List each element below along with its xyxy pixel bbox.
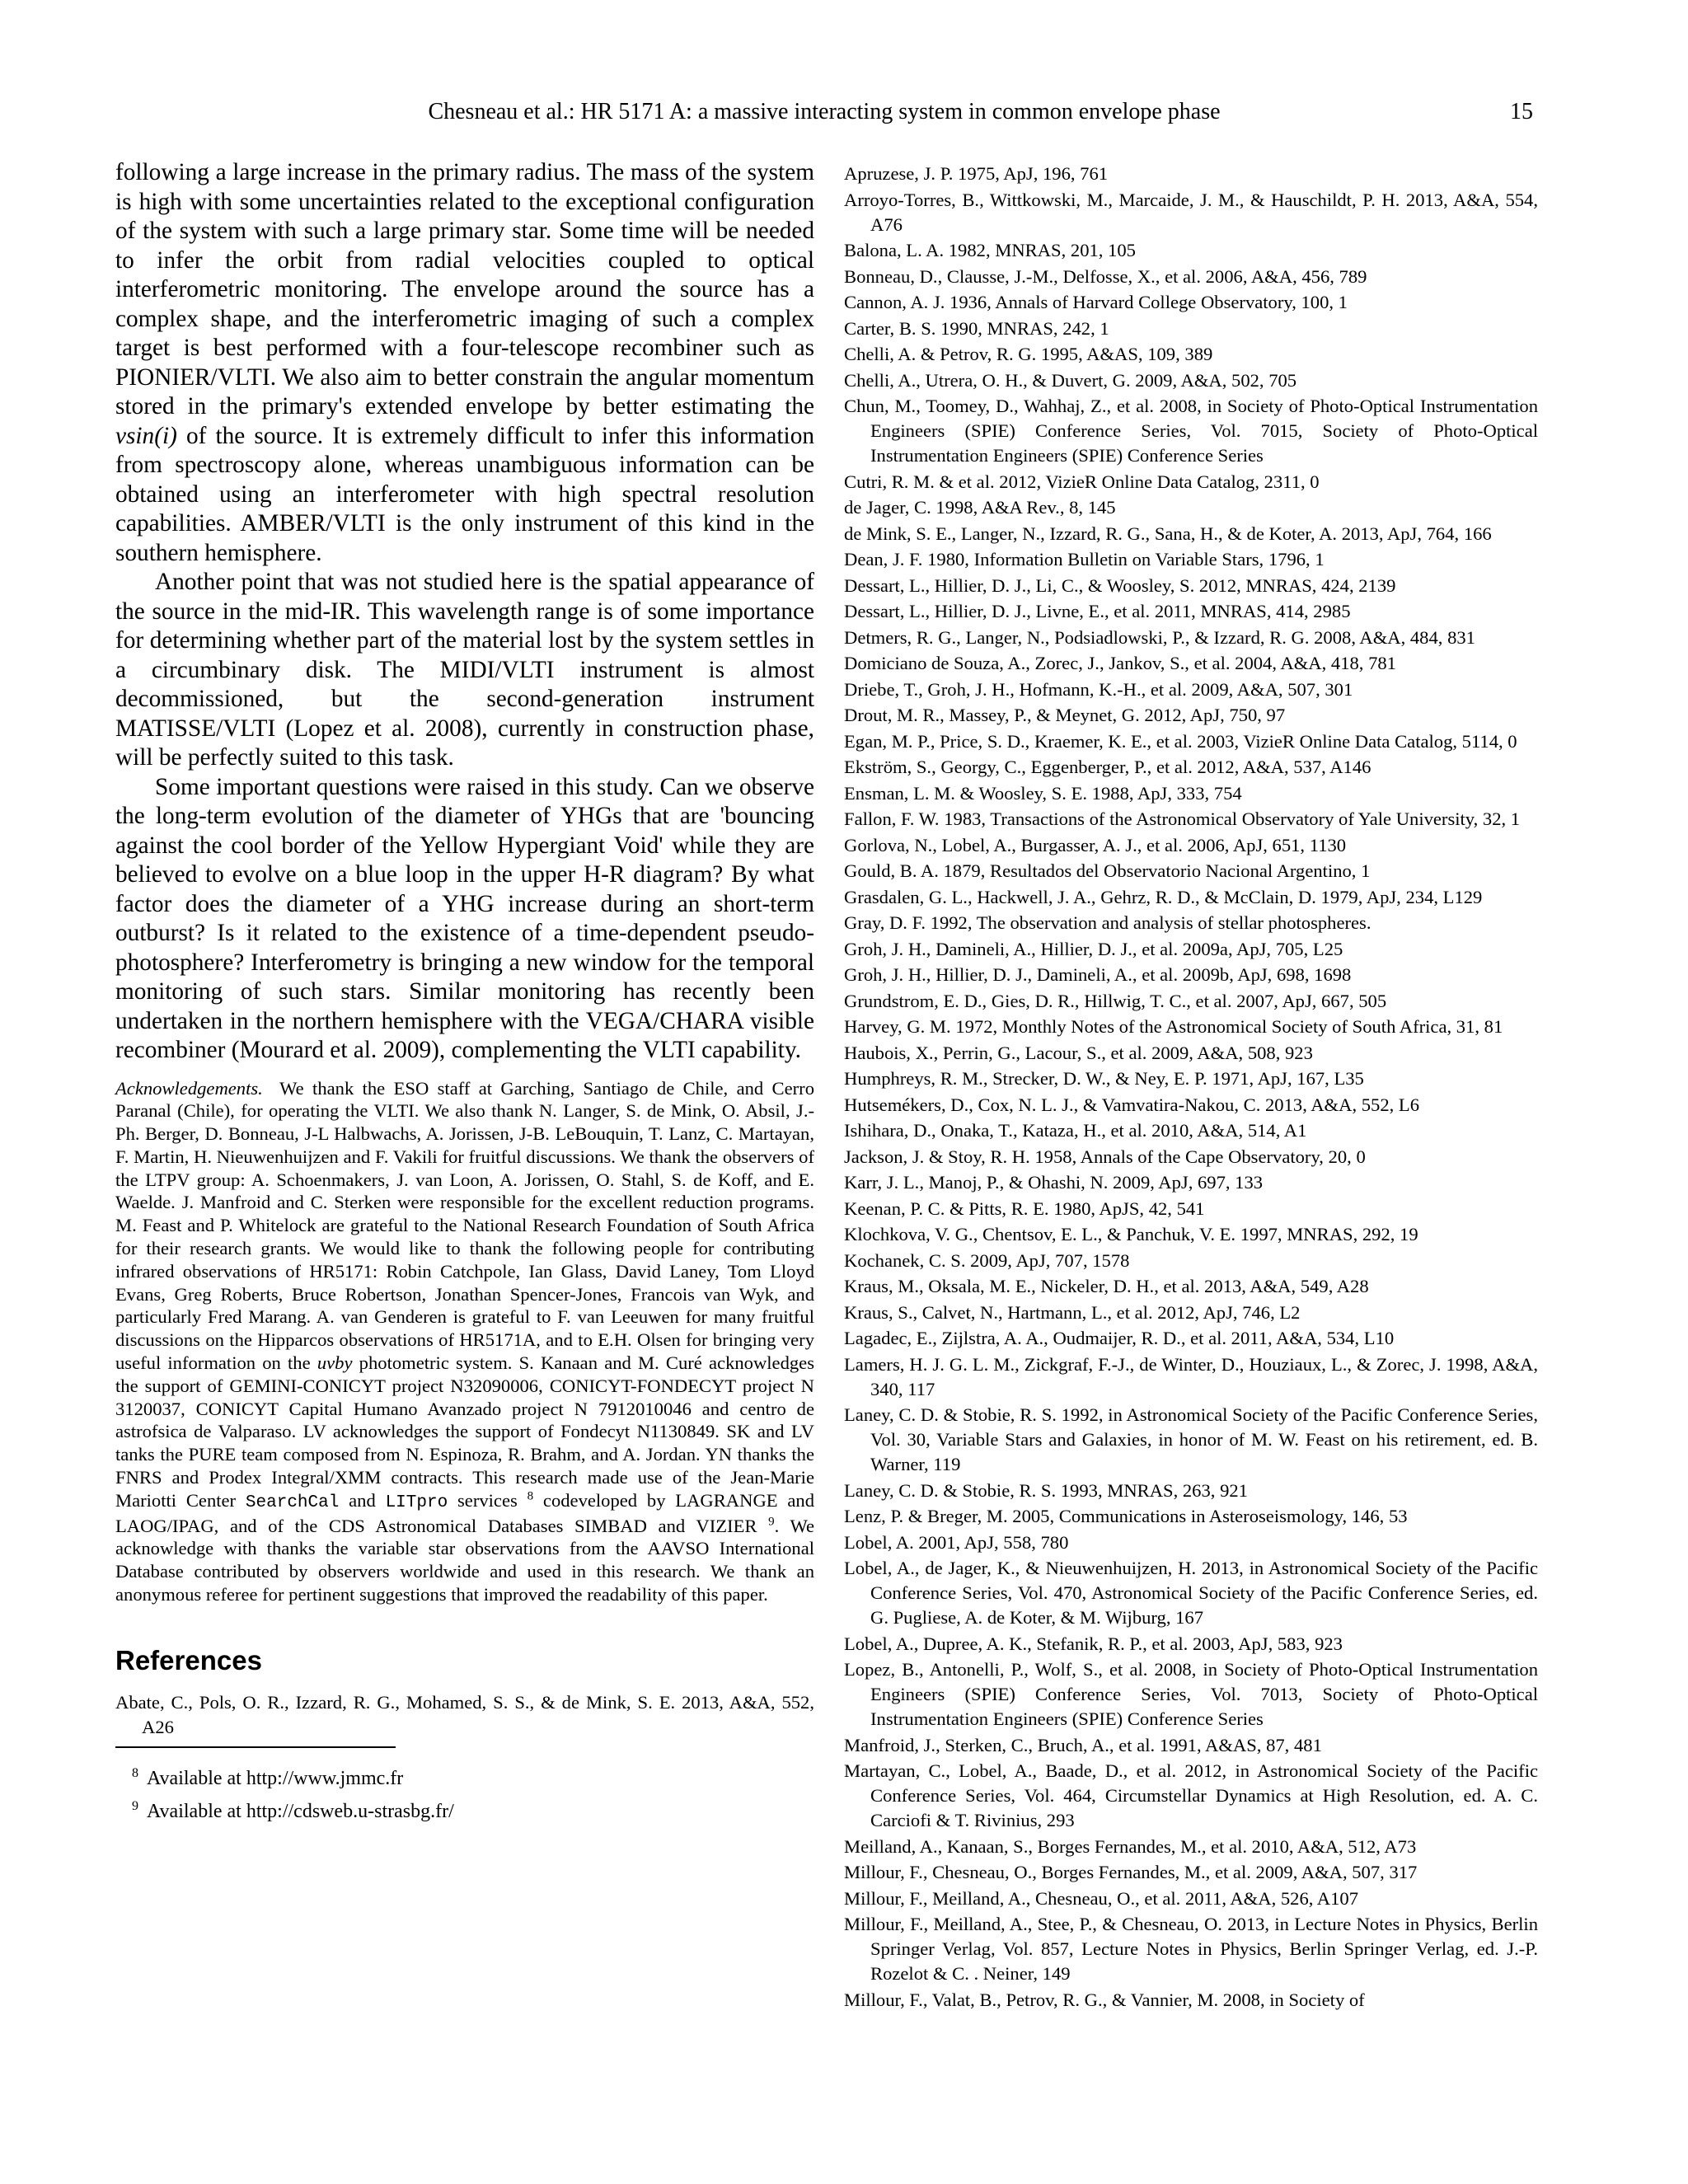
acknowledgements bbox=[115, 1077, 814, 1606]
reference-item: Bonneau, D., Clausse, J.-M., Delfosse, X., et al. 2006, A&A, 456, 789 bbox=[844, 265, 1367, 287]
footnote-9-mark[interactable]: 9 bbox=[768, 1515, 775, 1529]
reference-item: Egan, M. P., Price, S. D., Kraemer, K. E., et al. 2003, VizieR Online Data Catalog, 5114, 0 bbox=[844, 730, 1517, 752]
footnote-mark: 9 bbox=[132, 1798, 138, 1813]
reference-item: Gould, B. A. 1879, Resultados del Observatorio Nacional Argentino, 1 bbox=[844, 860, 1371, 881]
reference-item: Driebe, T., Groh, J. H., Hofmann, K.-H., et al. 2009, A&A, 507, 301 bbox=[844, 678, 1353, 700]
vsini-term: vsin(i) bbox=[115, 422, 177, 449]
body-paragraph-1 bbox=[115, 158, 814, 568]
reference-item: Cutri, R. M. & et al. 2012, VizieR Online Data Catalog, 2311, 0 bbox=[844, 471, 1320, 492]
reference-item: Manfroid, J., Sterken, C., Bruch, A., et al. 1991, A&AS, 87, 481 bbox=[844, 1734, 1322, 1755]
footnote-rule bbox=[115, 1746, 396, 1748]
reference-item: Harvey, G. M. 1972, Monthly Notes of the Astronomical Society of South Africa, 31, 81 bbox=[844, 1016, 1503, 1037]
reference-item: Balona, L. A. 1982, MNRAS, 201, 105 bbox=[844, 240, 1136, 260]
uvby-term: uvby bbox=[316, 1352, 353, 1374]
footnote-text[interactable]: Available at http://www.jmmc.fr bbox=[147, 1767, 404, 1789]
reference-item: Ishihara, D., Onaka, T., Kataza, H., et al. 2010, A&A, 514, A1 bbox=[844, 1120, 1307, 1141]
reference-item: Gorlova, N., Lobel, A., Burgasser, A. J., et al. 2006, ApJ, 651, 1130 bbox=[844, 834, 1347, 855]
left-column bbox=[115, 158, 814, 1825]
litpro-name: LITpro bbox=[385, 1493, 448, 1512]
acknowledgements-heading: Acknowledgements. bbox=[115, 1077, 263, 1099]
reference-item: Carter, B. S. 1990, MNRAS, 242, 1 bbox=[844, 317, 1109, 339]
footnote-1 bbox=[115, 1760, 814, 1793]
reference-item: Grundstrom, E. D., Gies, D. R., Hillwig, T. C., et al. 2007, ApJ, 667, 505 bbox=[844, 990, 1387, 1011]
reference-item: de Mink, S. E., Langer, N., Izzard, R. G., Sana, H., & de Koter, A. 2013, ApJ, 764, 166 bbox=[844, 523, 1492, 544]
paragraph-1-text: following a large increase in the primary radius. The mass of the system is high with some uncertainties related to the exceptional configuration of the system with such a large primary star. Some time will be needed to infer the orbit from radial velocities coupled to optical interferometric monitoring. The envelope around the source has a complex shape, and the interferometric imaging of such a complex target is best performed with a four-telescope recombiner such as PIONIER/VLTI. We also aim to better constrain the angular momentum stored in the primary's extended envelope by better estimating the bbox=[115, 159, 814, 419]
reference-item: Lobel, A. 2001, ApJ, 558, 780 bbox=[844, 1531, 1069, 1553]
body-paragraph-2: Another point that was not studied here is the spatial appearance of the source in the mid-IR. This wavelength range is of some importance for determining whether part of the material lost by the system settles in a circumbinary disk. The MIDI/VLTI instrument is almost decommissioned, but the second-generation instrument MATISSE/VLTI (Lopez et al. 2008), currently in construction phase, will be perfectly suited to this task. bbox=[115, 569, 814, 771]
reference-item: Dean, J. F. 1980, Information Bulletin on Variable Stars, 1796, 1 bbox=[844, 549, 1325, 569]
reference-item: Fallon, F. W. 1983, Transactions of the Astronomical Observatory of Yale University, 32, 1 bbox=[844, 808, 1521, 829]
footnote-mark: 8 bbox=[132, 1765, 138, 1780]
reference-item: Cannon, A. J. 1936, Annals of Harvard College Observatory, 100, 1 bbox=[844, 292, 1348, 312]
reference-item: Laney, C. D. & Stobie, R. S. 1992, in Astronomical Society of the Pacific Conference Series, Vol. 30, Variable Stars and Galaxies, in honor of M. W. Feast on his retirement, ed. B. Warner, 119 bbox=[844, 1404, 1538, 1474]
reference-item: Meilland, A., Kanaan, S., Borges Fernandes, M., et al. 2010, A&A, 512, A73 bbox=[844, 1835, 1417, 1857]
references-heading: References bbox=[115, 1644, 262, 1675]
reference-item: Millour, F., Meilland, A., Chesneau, O., et al. 2011, A&A, 526, A107 bbox=[844, 1887, 1359, 1909]
reference-item: Klochkova, V. G., Chentsov, E. L., & Panchuk, V. E. 1997, MNRAS, 292, 19 bbox=[844, 1224, 1418, 1244]
reference-item: Drout, M. R., Massey, P., & Meynet, G. 2012, ApJ, 750, 97 bbox=[844, 705, 1286, 725]
reference-item: Humphreys, R. M., Strecker, D. W., & Ney, E. P. 1971, ApJ, 167, L35 bbox=[844, 1068, 1364, 1089]
reference-item: Lopez, B., Antonelli, P., Wolf, S., et al. 2008, in Society of Photo-Optical Instrumentation Engineers (SPIE) Conference Series, Vol. 7013, Society of Photo-Optical Instrumentation Engineers (SPIE) Conference Series bbox=[844, 1659, 1538, 1729]
reference-item: Domiciano de Souza, A., Zorec, J., Jankov, S., et al. 2004, A&A, 418, 781 bbox=[844, 653, 1396, 673]
reference-item: Laney, C. D. & Stobie, R. S. 1993, MNRAS, 263, 921 bbox=[844, 1479, 1248, 1501]
reference-item: Lenz, P. & Breger, M. 2005, Communications in Asteroseismology, 146, 53 bbox=[844, 1506, 1408, 1526]
reference-item: Kraus, M., Oksala, M. E., Nickeler, D. H., et al. 2013, A&A, 549, A28 bbox=[844, 1276, 1369, 1296]
reference-item: Kraus, S., Calvet, N., Hartmann, L., et al. 2012, ApJ, 746, L2 bbox=[844, 1301, 1301, 1323]
reference-item: Keenan, P. C. & Pitts, R. E. 1980, ApJS, 42, 541 bbox=[844, 1197, 1205, 1219]
reference-item: Ensman, L. M. & Woosley, S. E. 1988, ApJ, 333, 754 bbox=[844, 782, 1242, 804]
references-list-right bbox=[844, 162, 1538, 2013]
reference-item: Martayan, C., Lobel, A., Baade, D., et al. 2012, in Astronomical Society of the Pacific Conference Series, Vol. 464, Circumstellar Dynamics at High Resolution, ed. A. C. Carciofi & T. Rivinius, 293 bbox=[844, 1760, 1538, 1830]
acknowledgements-text-4: . We acknowledge with thanks the variable star observations from the AAVSO International Database contributed by observers worldwide and used in this research. We thank an anonymous referee for pertinent suggestions that improved the readability of this paper. bbox=[115, 1515, 814, 1605]
reference-item: Kochanek, C. S. 2009, ApJ, 707, 1578 bbox=[844, 1249, 1130, 1271]
reference-item: Abate, C., Pols, O. R., Izzard, R. G., Mohamed, S. S., & de Mink, S. E. 2013, A&A, 552, A26 bbox=[115, 1691, 814, 1737]
reference-item: Dessart, L., Hillier, D. J., Li, C., & Woosley, S. 2012, MNRAS, 424, 2139 bbox=[844, 574, 1396, 596]
reference-item: Lobel, A., Dupree, A. K., Stefanik, R. P., et al. 2003, ApJ, 583, 923 bbox=[844, 1633, 1343, 1654]
reference-item: Chelli, A., Utrera, O. H., & Duvert, G. 2009, A&A, 502, 705 bbox=[844, 369, 1297, 391]
reference-item: Hutsemékers, D., Cox, N. L. J., & Vamvatira-Nakou, C. 2013, A&A, 552, L6 bbox=[844, 1094, 1420, 1115]
reference-item: Karr, J. L., Manoj, P., & Ohashi, N. 2009, ApJ, 697, 133 bbox=[844, 1172, 1264, 1193]
reference-item: Millour, F., Chesneau, O., Borges Fernandes, M., et al. 2009, A&A, 507, 317 bbox=[844, 1862, 1418, 1882]
reference-item: Groh, J. H., Damineli, A., Hillier, D. J., et al. 2009a, ApJ, 705, L25 bbox=[844, 938, 1343, 959]
acknowledgements-and: and bbox=[349, 1489, 376, 1511]
references-list-left bbox=[115, 1690, 814, 1740]
body-paragraph-3: Some important questions were raised in this study. Can we observe the long-term evolution of the diameter of YHGs that are 'bouncing against the cool border of the Yellow Hypergiant Void' while they are believed to evolve on a blue loop in the upper H-R diagram? By what factor does the diameter of a YHG increase during an short-term outburst? Is it related to the existence of a time-dependent pseudo-photosphere? Interferometry is bringing a new window for the temporal monitoring of such stars. Similar monitoring has recently been undertaken in the northern hemisphere with the VEGA/CHARA visible recombiner (Mourard et al. 2009), complementing the VLTI capability. bbox=[115, 773, 814, 1063]
reference-item: Arroyo-Torres, B., Wittkowski, M., Marcaide, J. M., & Hauschildt, P. H. 2013, A&A, 554, A76 bbox=[844, 189, 1538, 235]
reference-item: Groh, J. H., Hillier, D. J., Damineli, A., et al. 2009b, ApJ, 698, 1698 bbox=[844, 964, 1352, 985]
reference-item: Detmers, R. G., Langer, N., Podsiadlowski, P., & Izzard, R. G. 2008, A&A, 484, 831 bbox=[844, 626, 1475, 648]
running-title: Chesneau et al.: HR 5171 A: a massive interacting system in common envelope phase bbox=[428, 99, 1221, 124]
paragraph-1-tail: of the source. It is extremely difficult to infer this information from spectroscopy alone, whereas unambiguous information can be obtained using an interferometer with high spectral resolution capabilities. AMBER/VLTI is the only instrument of this kind in the southern hemisphere. bbox=[115, 422, 814, 566]
acknowledgements-text-3: codeveloped by LAGRANGE and LAOG/IPAG, and of the CDS Astronomical Databases SIMBAD and VIZIER bbox=[115, 1489, 814, 1536]
reference-item: Dessart, L., Hillier, D. J., Livne, E., et al. 2011, MNRAS, 414, 2985 bbox=[844, 601, 1351, 621]
acknowledgements-text-1: We thank the ESO staff at Garching, Santiago de Chile, and Cerro Paranal (Chile), for operating the VLTI. We also thank N. Langer, S. de Mink, O. Absil, J.-Ph. Berger, D. Bonneau, J-L Halbwachs, A. Jorissen, J-B. LeBouquin, T. Lanz, C. Martayan, F. Martin, H. Nieuwenhuijzen and F. Vakili for fruitful discussions. We thank the observers of the LTPV group: A. Schoenmakers, J. van Loon, A. Jorissen, O. Stahl, S. de Koff, and E. Waelde. J. Manfroid and C. Sterken were responsible for the excellent reduction programs. M. Feast and P. Whitelock are grateful to the National Research Foundation of South Africa for their research grants. We would like to thank the following people for contributing infrared observations of HR5171: Robin Catchpole, Ian Glass, David Laney, Tom Lloyd Evans, Greg Roberts, Bruce Robertson, Jonathan Spencer-Jones, Francois van Wyk, and particularly Fred Marang. A. van Genderen is grateful to F. van Leeuwen for many fruitful discussions on the Hipparcos observations of HR5171A, and to E.H. Olsen for bringing very useful information on the bbox=[115, 1077, 815, 1374]
right-column bbox=[844, 162, 1538, 2013]
reference-item: Grasdalen, G. L., Hackwell, J. A., Gehrz, R. D., & McClain, D. 1979, ApJ, 234, L129 bbox=[844, 886, 1483, 907]
reference-item: Lobel, A., de Jager, K., & Nieuwenhuijzen, H. 2013, in Astronomical Society of the Pacific Conference Series, Vol. 470, Astronomical Society of the Pacific Conference Series, ed. G. Pugliese, A. de Koter, & M. Wijburg, 167 bbox=[844, 1558, 1538, 1628]
reference-item: Lagadec, E., Zijlstra, A. A., Oudmaijer, R. D., et al. 2011, A&A, 534, L10 bbox=[844, 1328, 1395, 1348]
reference-item: Ekström, S., Georgy, C., Eggenberger, P., et al. 2012, A&A, 537, A146 bbox=[844, 757, 1372, 777]
footnote-2 bbox=[115, 1793, 814, 1825]
footnote-text[interactable]: Available at http://cdsweb.u-strasbg.fr/ bbox=[147, 1800, 454, 1822]
reference-item: Lamers, H. J. G. L. M., Zickgraf, F.-J., de Winter, D., Houziaux, L., & Zorec, J. 1998, A&A, 340, 117 bbox=[844, 1353, 1538, 1399]
reference-item: Chun, M., Toomey, D., Wahhaj, Z., et al. 2008, in Society of Photo-Optical Instrumentation Engineers (SPIE) Conference Series, Vol. 7015, Society of Photo-Optical Instrumentation Engineers (SPIE) Conference Series bbox=[844, 396, 1538, 466]
page-number: 15 bbox=[1510, 99, 1533, 124]
reference-item: Gray, D. F. 1992, The observation and analysis of stellar photospheres. bbox=[844, 912, 1372, 933]
reference-item: Apruzese, J. P. 1975, ApJ, 196, 761 bbox=[844, 163, 1109, 184]
footnotes bbox=[115, 1760, 814, 1825]
reference-item: Millour, F., Meilland, A., Stee, P., & Chesneau, O. 2013, in Lecture Notes in Physics, Berlin Springer Verlag, Vol. 857, Lecture Notes in Physics, Berlin Springer Verlag, ed. J.-P. Rozelot & C. . Neiner, 149 bbox=[844, 1914, 1538, 1984]
reference-item: Millour, F., Valat, B., Petrov, R. G., & Vannier, M. 2008, in Society of bbox=[844, 1989, 1365, 2010]
acknowledgements-text-2: photometric system. S. Kanaan and M. Curé acknowledges the support of GEMINI-CONICYT project N32090006, CONICYT-FONDECYT project N 3120037, CONICYT Capital Humano Avanzado project N 7912010046 and centro de astrofsica de Valparaso. LV acknowledges the support of Fondecyt N1130849. SK and LV tanks the PURE team composed from N. Espinoza, R. Brahm, and A. Jordan. YN thanks the FNRS and Prodex Integral/XMM contracts. This research made use of the Jean-Marie Mariotti Center bbox=[115, 1352, 815, 1511]
reference-item: Chelli, A. & Petrov, R. G. 1995, A&AS, 109, 389 bbox=[844, 344, 1213, 364]
footnote-8-mark[interactable]: 8 bbox=[527, 1489, 534, 1503]
reference-item: de Jager, C. 1998, A&A Rev., 8, 145 bbox=[844, 497, 1116, 518]
reference-item: Haubois, X., Perrin, G., Lacour, S., et al. 2009, A&A, 508, 923 bbox=[844, 1042, 1313, 1063]
reference-item: Jackson, J. & Stoy, R. H. 1958, Annals of the Cape Observatory, 20, 0 bbox=[844, 1146, 1366, 1167]
acknowledgements-services: services bbox=[457, 1489, 518, 1511]
searchcal-name: SearchCal bbox=[245, 1493, 340, 1512]
